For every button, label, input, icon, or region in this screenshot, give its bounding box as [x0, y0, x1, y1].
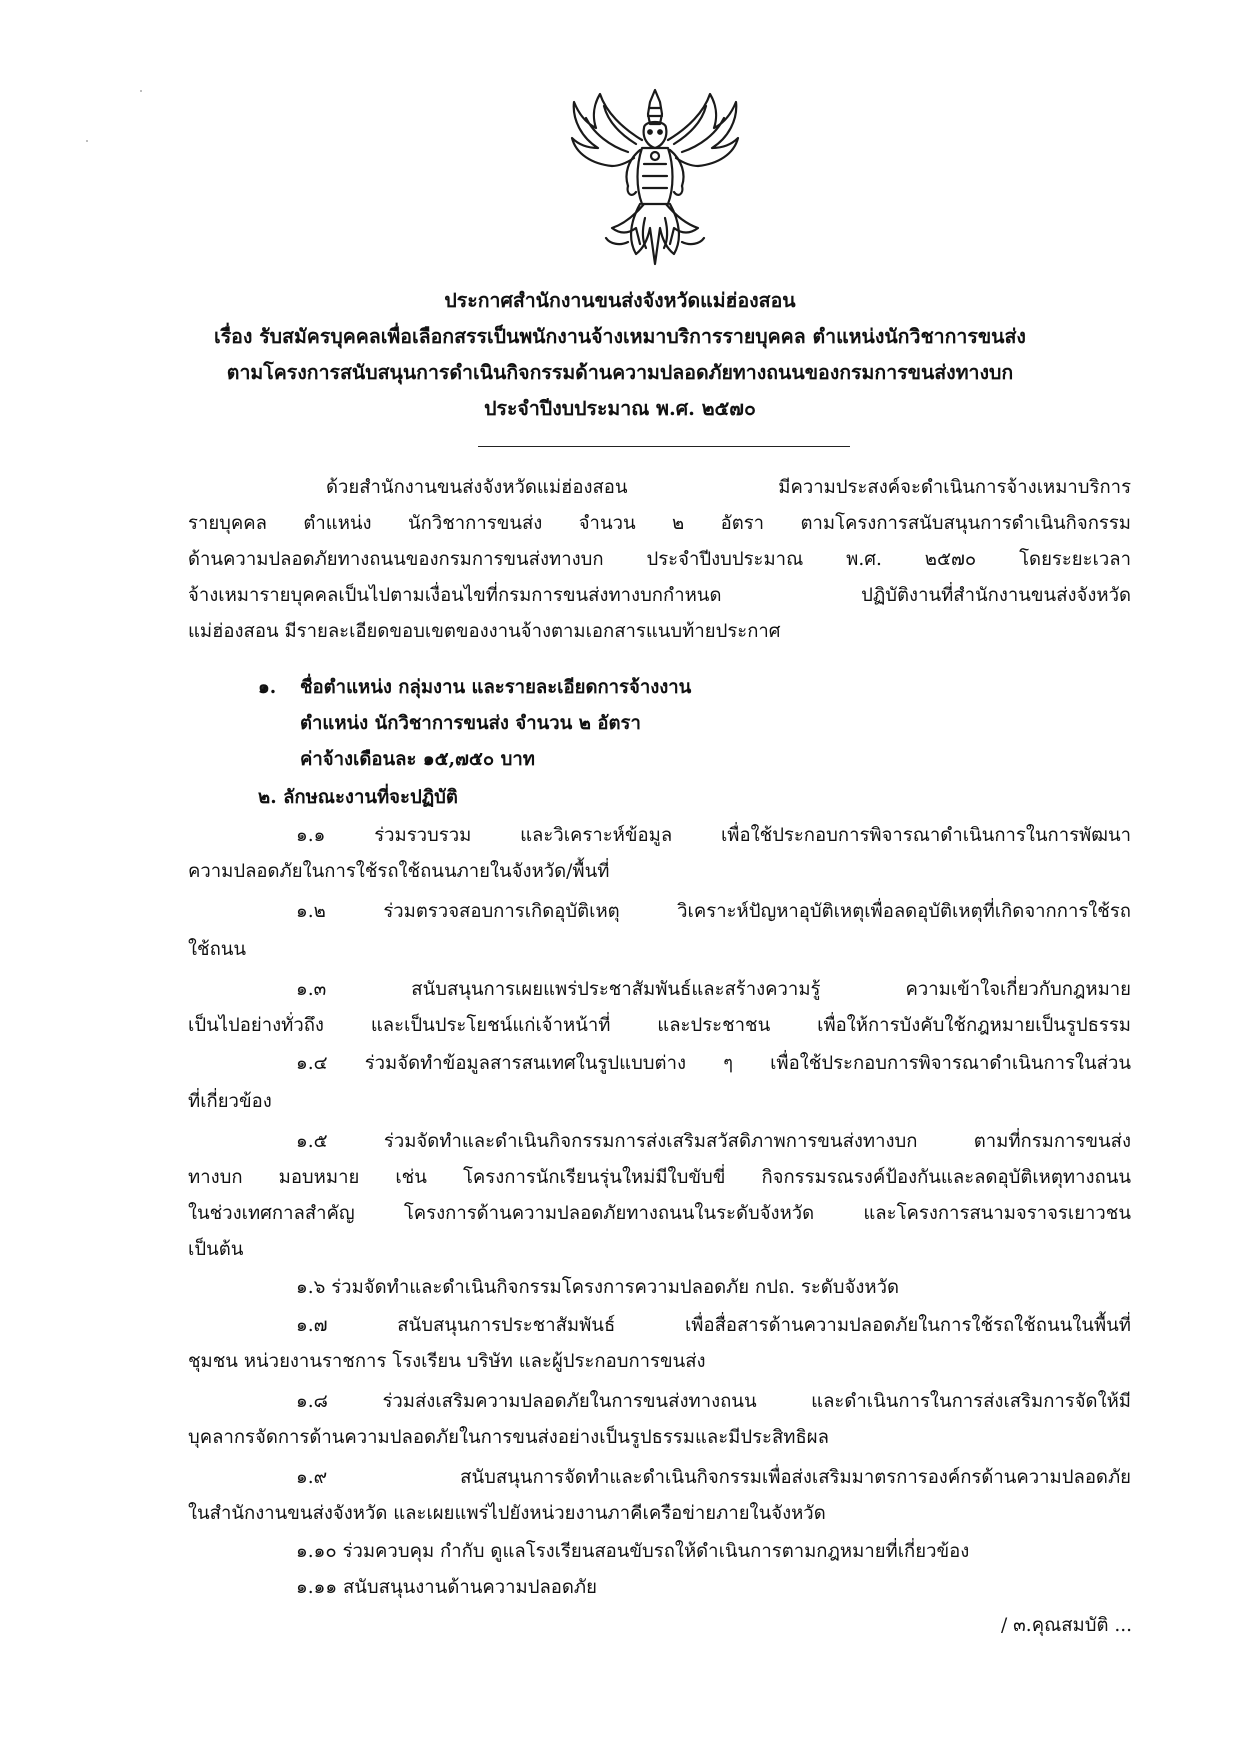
- announcement-agency-title: ประกาศสำนักงานขนส่งจังหวัดแม่ฮ่องสอน: [444, 289, 796, 312]
- duty-item: ๑.๙ สนับสนุนการจัดทำและดำเนินกิจกรรมเพื่อส่งเสริมมาตรการองค์กรด้านความปลอดภัย: [296, 1467, 1131, 1488]
- duty-item: ๑.๔ ร่วมจัดทำข้อมูลสารสนเทศในรูปแบบต่าง ๆ เพื่อใช้ประกอบการพิจารณาดำเนินการในส่วน: [296, 1053, 1131, 1074]
- duty-item: ๑.๘ ร่วมส่งเสริมความปลอดภัยในการขนส่งทางถนน และดำเนินการในการส่งเสริมการจัดให้มี: [296, 1391, 1131, 1412]
- section1-title: ชื่อตำแหน่ง กลุ่มงาน และรายละเอียดการจ้างงาน: [300, 677, 692, 698]
- duty-item: ๑.๖ ร่วมจัดทำและดำเนินกิจกรรมโครงการความปลอดภัย กปถ. ระดับจังหวัด: [296, 1277, 900, 1298]
- duty-item: ๑.๑๑ สนับสนุนงานด้านความปลอดภัย: [296, 1577, 597, 1598]
- duty-item: ๑.๒ ร่วมตรวจสอบการเกิดอุบัติเหตุ วิเคราะห์ปัญหาอุบัติเหตุเพื่อลดอุบัติเหตุที่เกิดจากการใช้รถ: [296, 901, 1131, 922]
- duty-item-continuation: ในช่วงเทศกาลสำคัญ โครงการด้านความปลอดภัยทางถนนในระดับจังหวัด และโครงการสนามจราจรเยาวชน: [188, 1203, 1131, 1224]
- duty-item: ๑.๓ สนับสนุนการเผยแพร่ประชาสัมพันธ์และสร้างความรู้ ความเข้าใจเกี่ยวกับกฎหมาย: [296, 979, 1131, 1000]
- duty-item-continuation: ทางบก มอบหมาย เช่น โครงการนักเรียนรุ่นใหม่มีใบขับขี่ กิจกรรมรณรงค์ป้องกันและลดอุบัติเหตุทางถนน: [188, 1167, 1131, 1188]
- announcement-fiscal-year: ประจำปีงบประมาณ พ.ศ. ๒๕๗๐: [484, 397, 756, 420]
- intro-line: จ้างเหมารายบุคคลเป็นไปตามเงื่อนไขที่กรมการขนส่งทางบกกำหนด ปฏิบัติงานที่สำนักงานขนส่งจังหวัด: [188, 585, 1131, 606]
- intro-line: ด้วยสำนักงานขนส่งจังหวัดแม่ฮ่องสอน มีความประสงค์จะดำเนินการจ้างเหมาบริการ: [326, 477, 1131, 498]
- duty-item-continuation: เป็นต้น: [188, 1239, 244, 1260]
- intro-line: รายบุคคล ตำแหน่ง นักวิชาการขนส่ง จำนวน ๒ อัตรา ตามโครงการสนับสนุนการดำเนินกิจกรรม: [188, 513, 1131, 534]
- header-divider: [478, 446, 850, 447]
- page-continuation: / ๓.คุณสมบัติ ...: [1001, 1615, 1132, 1636]
- garuda-emblem-icon: [570, 88, 740, 266]
- duty-item: ๑.๗ สนับสนุนการประชาสัมพันธ์ เพื่อสื่อสารด้านความปลอดภัยในการใช้รถใช้ถนนในพื้นที่: [296, 1315, 1131, 1336]
- duty-item: ๑.๑๐ ร่วมควบคุม กำกับ ดูแลโรงเรียนสอนขับรถให้ดำเนินการตามกฎหมายที่เกี่ยวข้อง: [296, 1541, 970, 1562]
- scan-speck: [140, 90, 142, 92]
- duty-item-continuation: เป็นไปอย่างทั่วถึง และเป็นประโยชน์แก่เจ้าหน้าที่ และประชาชน เพื่อให้การบังคับใช้กฎหมายเป็นรูปธรรม: [188, 1015, 1131, 1036]
- announcement-subject-line-2: ตามโครงการสนับสนุนการดำเนินกิจกรรมด้านความปลอดภัยทางถนนของกรมการขนส่งทางบก: [226, 361, 1014, 384]
- duty-item-continuation: ที่เกี่ยวข้อง: [188, 1091, 272, 1112]
- scan-speck: [86, 140, 88, 142]
- section1-number: ๑.: [258, 677, 277, 698]
- duty-item: ๑.๑ ร่วมรวบรวม และวิเคราะห์ข้อมูล เพื่อใช้ประกอบการพิจารณาดำเนินการในการพัฒนา: [296, 825, 1131, 846]
- duty-item-continuation: บุคลากรจัดการด้านความปลอดภัยในการขนส่งอย่างเป็นรูปธรรมและมีประสิทธิผล: [188, 1427, 829, 1448]
- section1-salary: ค่าจ้างเดือนละ ๑๕,๗๕๐ บาท: [300, 749, 535, 770]
- section1-position: ตำแหน่ง นักวิชาการขนส่ง จำนวน ๒ อัตรา: [300, 713, 641, 734]
- duty-item-continuation: ความปลอดภัยในการใช้รถใช้ถนนภายในจังหวัด/พื้นที่: [188, 861, 610, 882]
- duty-item-continuation: ในสำนักงานขนส่งจังหวัด และเผยแพร่ไปยังหน่วยงานภาคีเครือข่ายภายในจังหวัด: [188, 1503, 826, 1524]
- duty-item-continuation: ใช้ถนน: [188, 939, 247, 960]
- section2-title: ๒. ลักษณะงานที่จะปฏิบัติ: [258, 787, 458, 808]
- intro-line: ด้านความปลอดภัยทางถนนของกรมการขนส่งทางบก ประจำปีงบประมาณ พ.ศ. ๒๕๗๐ โดยระยะเวลา: [188, 549, 1131, 570]
- intro-line: แม่ฮ่องสอน มีรายละเอียดขอบเขตของงานจ้างตามเอกสารแนบท้ายประกาศ: [188, 621, 781, 642]
- duty-item-continuation: ชุมชน หน่วยงานราชการ โรงเรียน บริษัท และผู้ประกอบการขนส่ง: [188, 1351, 706, 1372]
- duty-item: ๑.๕ ร่วมจัดทำและดำเนินกิจกรรมการส่งเสริมสวัสดิภาพการขนส่งทางบก ตามที่กรมการขนส่ง: [296, 1131, 1131, 1152]
- announcement-subject-line-1: เรื่อง รับสมัครบุคคลเพื่อเลือกสรรเป็นพนักงานจ้างเหมาบริการรายบุคคล ตำแหน่งนักวิชาการขนส่ง: [214, 325, 1026, 348]
